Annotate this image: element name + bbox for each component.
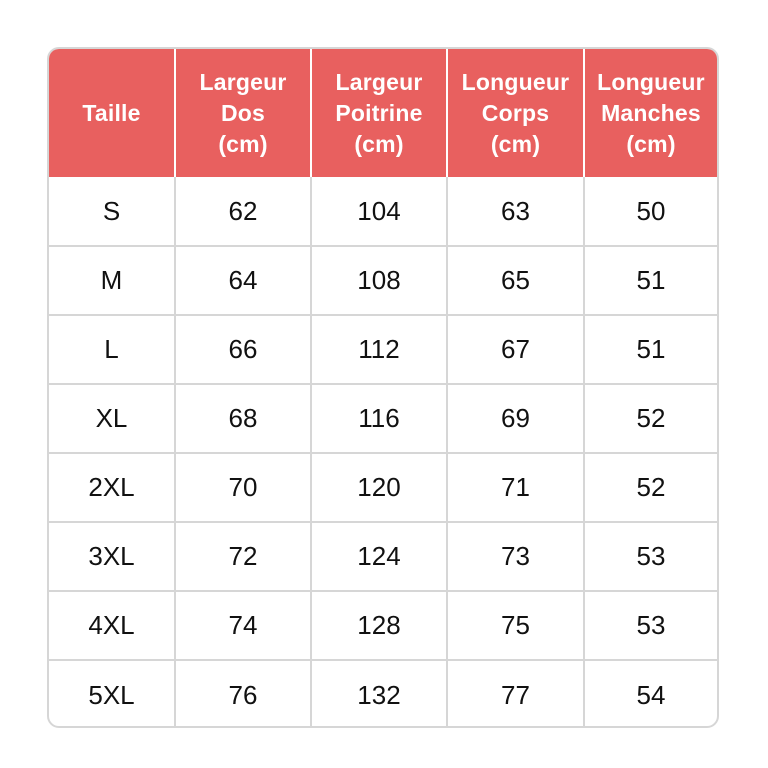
largeur-poitrine-cell: 120: [311, 453, 447, 522]
size-cell: S: [49, 177, 175, 246]
largeur-poitrine-cell: 128: [311, 591, 447, 660]
size-cell: 5XL: [49, 660, 175, 728]
size-chart-table: [47, 47, 719, 728]
header-unit: (cm): [218, 130, 268, 157]
largeur-dos-cell: 66: [175, 315, 311, 384]
header-line: Dos: [220, 99, 266, 126]
longueur-corps-cell: 69: [447, 384, 584, 453]
longueur-corps-cell: 65: [447, 246, 584, 315]
longueur-corps-cell: 67: [447, 315, 584, 384]
longueur-manches-cell: 51: [584, 315, 717, 384]
header-taille: [49, 49, 175, 177]
largeur-dos-cell: 68: [175, 384, 311, 453]
table-row: [49, 177, 717, 246]
header-unit: (cm): [490, 130, 541, 157]
longueur-corps-cell: 73: [447, 522, 584, 591]
largeur-dos-cell: 64: [175, 246, 311, 315]
longueur-manches-cell: 50: [636, 195, 666, 226]
longueur-corps-cell: 75: [447, 591, 584, 660]
header-taille-line: Taille: [82, 99, 141, 126]
longueur-corps-cell: 63: [447, 177, 584, 246]
longueur-manches-cell: 53: [584, 591, 717, 660]
header-line: Corps: [481, 99, 550, 126]
header-line: Longueur: [461, 68, 570, 95]
largeur-poitrine-cell: 124: [311, 522, 447, 591]
table-row: [49, 453, 717, 522]
table-row: [49, 591, 717, 660]
header-line: Largeur: [335, 68, 423, 95]
size-cell: 3XL: [49, 522, 175, 591]
header-longueur-corps: [447, 49, 584, 177]
largeur-dos-cell: 62: [175, 177, 311, 246]
header-line: Manches: [601, 99, 701, 126]
size-cell: XL: [49, 384, 175, 453]
table-row: [49, 522, 717, 591]
header-line: Longueur: [597, 68, 705, 95]
size-cell: 2XL: [49, 453, 175, 522]
header-line: Largeur: [199, 68, 287, 95]
size-cell: 4XL: [49, 591, 175, 660]
header-largeur-dos: [175, 49, 311, 177]
largeur-poitrine-cell: 104: [311, 177, 447, 246]
header-longueur-manches: [584, 49, 717, 177]
largeur-poitrine-cell: 132: [311, 660, 447, 728]
longueur-manches-cell: 54: [584, 660, 717, 728]
longueur-manches-cell: 53: [584, 522, 717, 591]
table-row: [49, 315, 717, 384]
longueur-corps-cell: 77: [447, 660, 584, 728]
table-row: [49, 384, 717, 453]
largeur-dos-cell: 70: [175, 453, 311, 522]
largeur-poitrine-cell: 108: [311, 246, 447, 315]
largeur-poitrine-cell: 116: [311, 384, 447, 453]
longueur-manches-cell: 52: [584, 384, 717, 453]
size-table: [49, 49, 717, 728]
size-cell: M: [49, 246, 175, 315]
largeur-poitrine-cell: 112: [311, 315, 447, 384]
header-row: [49, 49, 717, 177]
largeur-dos-cell: 72: [175, 522, 311, 591]
header-unit: (cm): [354, 130, 404, 157]
size-cell: L: [49, 315, 175, 384]
largeur-dos-cell: 74: [175, 591, 311, 660]
longueur-manches-cell: 51: [584, 246, 717, 315]
longueur-corps-cell: 71: [447, 453, 584, 522]
longueur-manches-cell: 52: [584, 453, 717, 522]
header-line: Poitrine: [335, 99, 423, 126]
largeur-dos-cell: 76: [175, 660, 311, 728]
table-row: [49, 660, 717, 728]
header-largeur-poitrine: [311, 49, 447, 177]
header-unit: (cm): [626, 130, 676, 157]
table-row: [49, 246, 717, 315]
